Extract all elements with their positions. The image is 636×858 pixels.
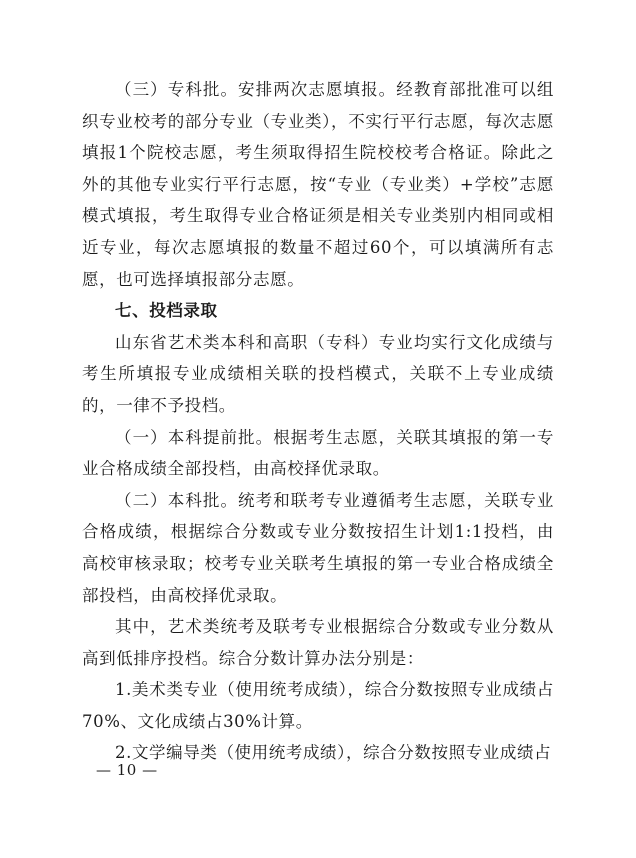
paragraph-score-ranking: 其中，艺术类统考及联考专业根据综合分数或专业分数从高到低排序投档。综合分数计算办法分别是： xyxy=(82,617,554,668)
paragraph-fine-arts-formula: 1.美术类专业（使用统考成绩），综合分数按照专业成绩占70%、文化成绩占30%计算。 xyxy=(82,680,554,731)
paragraph-undergrad-batch: （二）本科批。统考和联考专业遵循考生志愿，关联专业合格成绩，根据综合分数或专业分数按招生计划1:1投档，由高校审核录取；校考专业关联考生填报的第一专业合格成绩全部投档，由高校择优录取。 xyxy=(82,490,554,605)
section-heading-admission: 七、投档录取 xyxy=(115,301,218,321)
page-number: — 10 — xyxy=(96,761,158,779)
paragraph-literature-directing-formula: 2.文学编导类（使用统考成绩），综合分数按照专业成绩占 xyxy=(115,743,552,763)
paragraph-undergrad-early-batch: （一）本科提前批。根据考生志愿，关联其填报的第一专业合格成绩全部投档，由高校择优录取。 xyxy=(82,427,554,479)
paragraph-admission-mode: 山东省艺术类本科和高职（专科）专业均实行文化成绩与考生所填报专业成绩相关联的投档模式，关联不上专业成绩的，一律不予投档。 xyxy=(82,332,554,415)
document-body xyxy=(82,74,554,769)
paragraph-specialty-batch: （三）专科批。安排两次志愿填报。经教育部批准可以组织专业校考的部分专业（专业类），不实行平行志愿，每次志愿填报1个院校志愿，考生须取得招生院校校考合格证。除此之外的其他专业实行平行志愿，按“专业（专业类）+学校”志愿模式填报，考生取得专业合格证须是相关专业类别内相同或相近专业，每次志愿填报的数量不超过60个，可以填满所有志愿，也可选择填报部分志愿。 xyxy=(82,80,554,289)
